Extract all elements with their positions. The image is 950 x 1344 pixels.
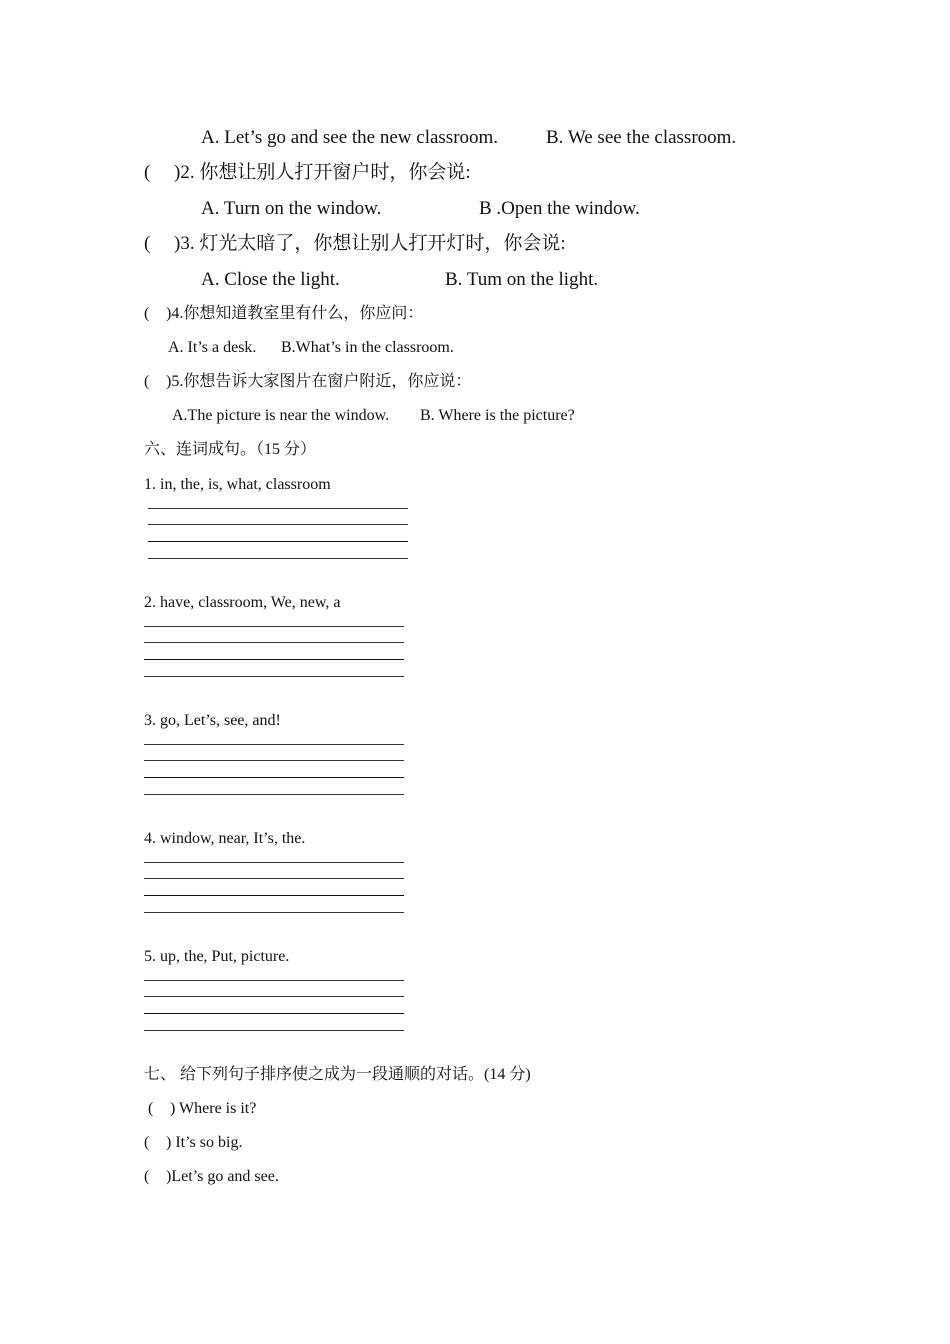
q3-stem: )3. 灯光太暗了，你想让别人打开灯时，你会说: xyxy=(174,233,566,254)
s6-item-1: 1. in, the, is, what, classroom xyxy=(144,476,331,493)
s6-item-4-writing-line-3[interactable] xyxy=(144,895,404,896)
s7-item-2-answer-bracket[interactable]: ( xyxy=(144,1134,150,1151)
s7-item-2-text: ) It’s so big. xyxy=(166,1134,243,1151)
s6-item-5: 5. up, the, Put, picture. xyxy=(144,948,290,965)
s6-item-3-writing-line-1[interactable] xyxy=(144,744,404,745)
q5-answer-bracket[interactable]: ( xyxy=(144,373,150,390)
q4-option-a: A. It’s a desk. xyxy=(168,339,257,356)
s6-item-2-writing-line-4[interactable] xyxy=(144,676,404,677)
s7-item-3-text: )Let’s go and see. xyxy=(166,1168,279,1185)
s6-item-1-writing-line-1[interactable] xyxy=(148,508,408,509)
s6-item-5-writing-line-4[interactable] xyxy=(144,1030,404,1031)
q4-answer-bracket[interactable]: ( xyxy=(144,305,150,322)
s6-item-2-writing-line-1[interactable] xyxy=(144,626,404,627)
s6-item-1-writing-line-3[interactable] xyxy=(148,541,408,542)
q1-option-a: A. Let’s go and see the new classroom. xyxy=(201,127,499,148)
q4-option-b: B.What’s in the classroom. xyxy=(281,339,454,356)
q2-stem: )2. 你想让别人打开窗户时，你会说: xyxy=(174,162,471,183)
q3-option-b: B. Tum on the light. xyxy=(445,269,599,290)
q2-option-b: B .Open the window. xyxy=(479,198,640,219)
s6-item-4: 4. window, near, It’s, the. xyxy=(144,830,306,847)
s6-item-5-writing-line-3[interactable] xyxy=(144,1013,404,1014)
s6-item-3-writing-line-2[interactable] xyxy=(144,760,404,761)
s7-item-1-text: ) Where is it? xyxy=(170,1100,257,1117)
section6-heading: 六、连词成句。（15 分） xyxy=(144,441,317,458)
q5-option-a: A.The picture is near the window. xyxy=(172,407,390,424)
s6-item-3-writing-line-4[interactable] xyxy=(144,794,404,795)
q1-option-b: B. We see the classroom. xyxy=(546,127,737,148)
s6-item-2-writing-line-2[interactable] xyxy=(144,642,404,643)
s6-item-3-writing-line-3[interactable] xyxy=(144,777,404,778)
s6-item-4-writing-line-1[interactable] xyxy=(144,862,404,863)
q3-answer-bracket[interactable]: ( xyxy=(144,233,151,254)
s6-item-2: 2. have, classroom, We, new, a xyxy=(144,594,341,611)
q4-stem: )4.你想知道教室里有什么，你应问： xyxy=(166,305,424,322)
q5-option-b: B. Where is the picture? xyxy=(420,407,575,424)
q2-option-a: A. Turn on the window. xyxy=(201,198,382,219)
s6-item-4-writing-line-2[interactable] xyxy=(144,878,404,879)
s6-item-1-writing-line-4[interactable] xyxy=(148,558,408,559)
s6-item-5-writing-line-2[interactable] xyxy=(144,996,404,997)
q3-option-a: A. Close the light. xyxy=(201,269,340,290)
q5-stem: )5.你想告诉大家图片在窗户附近，你应说： xyxy=(166,373,472,390)
s7-item-3-answer-bracket[interactable]: ( xyxy=(144,1168,150,1185)
s6-item-3: 3. go, Let’s, see, and! xyxy=(144,712,281,729)
s6-item-5-writing-line-1[interactable] xyxy=(144,980,404,981)
s7-item-1-answer-bracket[interactable]: ( xyxy=(148,1100,154,1117)
q2-answer-bracket[interactable]: ( xyxy=(144,162,151,183)
s6-item-2-writing-line-3[interactable] xyxy=(144,659,404,660)
s6-item-1-writing-line-2[interactable] xyxy=(148,524,408,525)
s6-item-4-writing-line-4[interactable] xyxy=(144,912,404,913)
section7-heading: 七、 给下列句子排序使之成为一段通顺的对话。(14 分) xyxy=(144,1066,531,1083)
